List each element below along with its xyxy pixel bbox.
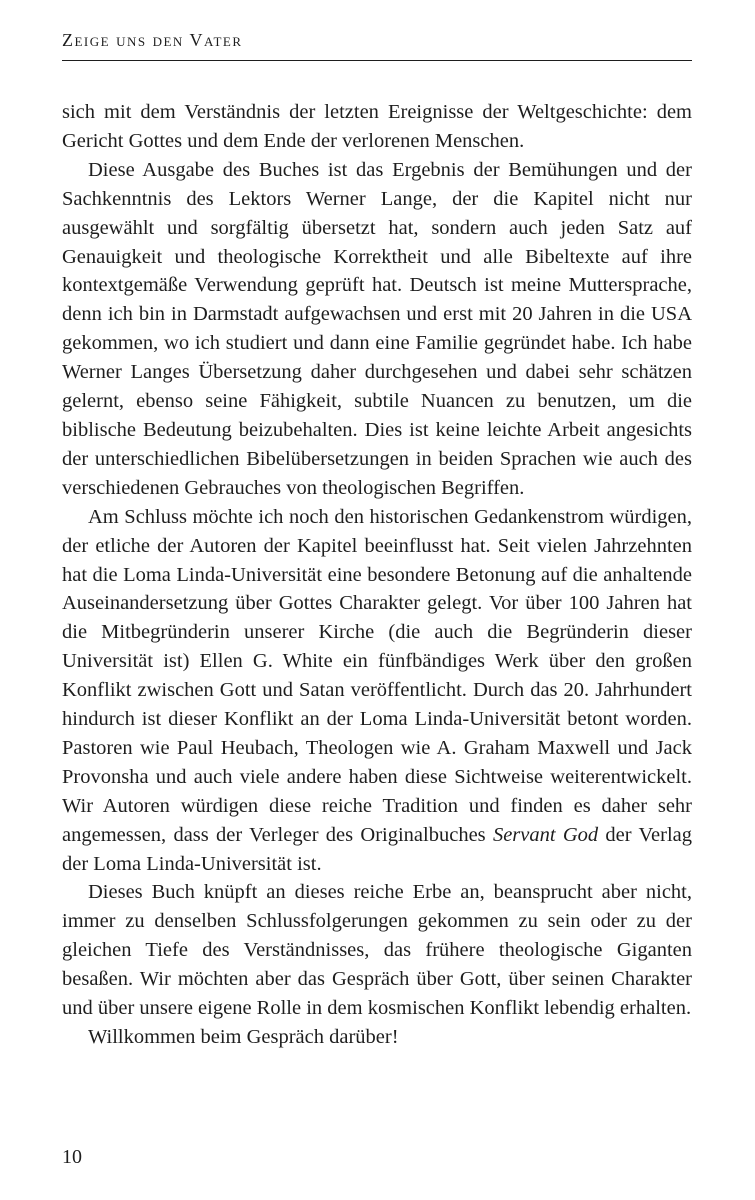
paragraph: Willkommen beim Gespräch darüber! (88, 1026, 399, 1048)
paragraph: Diese Ausgabe des Buches ist das Ergebnis der Bemühungen und der Sachkenntnis des Lektors Werner Lange, der die Kapitel nicht nur ausgewählt und sorgfältig übersetzt hat, sondern auch jeden Satz auf Genauigkeit und theologische Korrektheit und alle Bibeltexte auf ihre kontextgemäße Verwendung geprüft hat. Deutsch ist meine Muttersprache, denn ich bin in Darmstadt aufgewachsen und erst mit 20 Jahren in die USA gekommen, wo ich studiert und dann eine Familie gegründet habe. Ich habe Werner Langes Übersetzung daher durchgesehen und dabei sehr schätzen gelernt, ebenso seine Fähigkeit, subtile Nuancen zu benutzen, um die biblische Bedeutung beizubehalten. Dies ist keine leichte Arbeit angesichts der unterschiedlichen Bibelübersetzungen in beiden Sprachen wie auch des verschiedenen Gebrauches von theologischen Begriffen. (62, 158, 692, 499)
paragraph: sich mit dem Verständnis der letzten Ereignisse der Weltgeschichte: dem Gericht Gottes und dem Ende der verlorenen Menschen. (62, 101, 692, 152)
paragraph: Dieses Buch knüpft an dieses reiche Erbe an, beansprucht aber nicht, immer zu denselben Schlussfolgerungen gekommen zu sein oder zu der gleichen Tiefe des Verständnisses, das frühere theologische Giganten besaßen. Wir möchten aber das Gespräch über Gott, über seinen Charakter und über unsere eigene Rolle in dem kosmischen Konflikt lebendig erhalten. (62, 881, 692, 1020)
header-rule (62, 60, 692, 61)
page-number: 10 (62, 1146, 82, 1168)
paragraph (62, 503, 692, 879)
paragraph-text: der Verlag der Loma Linda-Universität ist. (62, 823, 693, 875)
running-header: Zeige uns den Vater (62, 30, 243, 50)
body-text (62, 98, 692, 1052)
book-title: Servant God (492, 823, 599, 846)
paragraph-text: Am Schluss möchte ich noch den historischen Gedankenstrom würdigen, der etliche der Autoren der Kapitel beeinflusst hat. Seit vielen Jahrzehnten hat die Loma Linda-Universität eine besondere Betonung auf die anhaltende Auseinandersetzung über Gottes Charakter gelegt. Vor über 100 Jahren hat die Mitbegründerin unserer Kirche (die auch die Begründerin dieser Universität ist) Ellen G. White ein fünfbändiges Werk über den großen Konflikt zwischen Gott und Satan veröffentlicht. Durch das 20. Jahrhundert hindurch ist dieser Konflikt an der Loma Linda-Universität betont worden. Pastoren wie Paul Heubach, Theologen wie A. Graham Maxwell und Jack Provonsha und auch viele andere haben diese Sichtweise weiterentwickelt. Wir Autoren würdigen diese reiche Tradition und finden es daher sehr angemessen, dass der Verleger des Originalbuches (62, 505, 692, 846)
